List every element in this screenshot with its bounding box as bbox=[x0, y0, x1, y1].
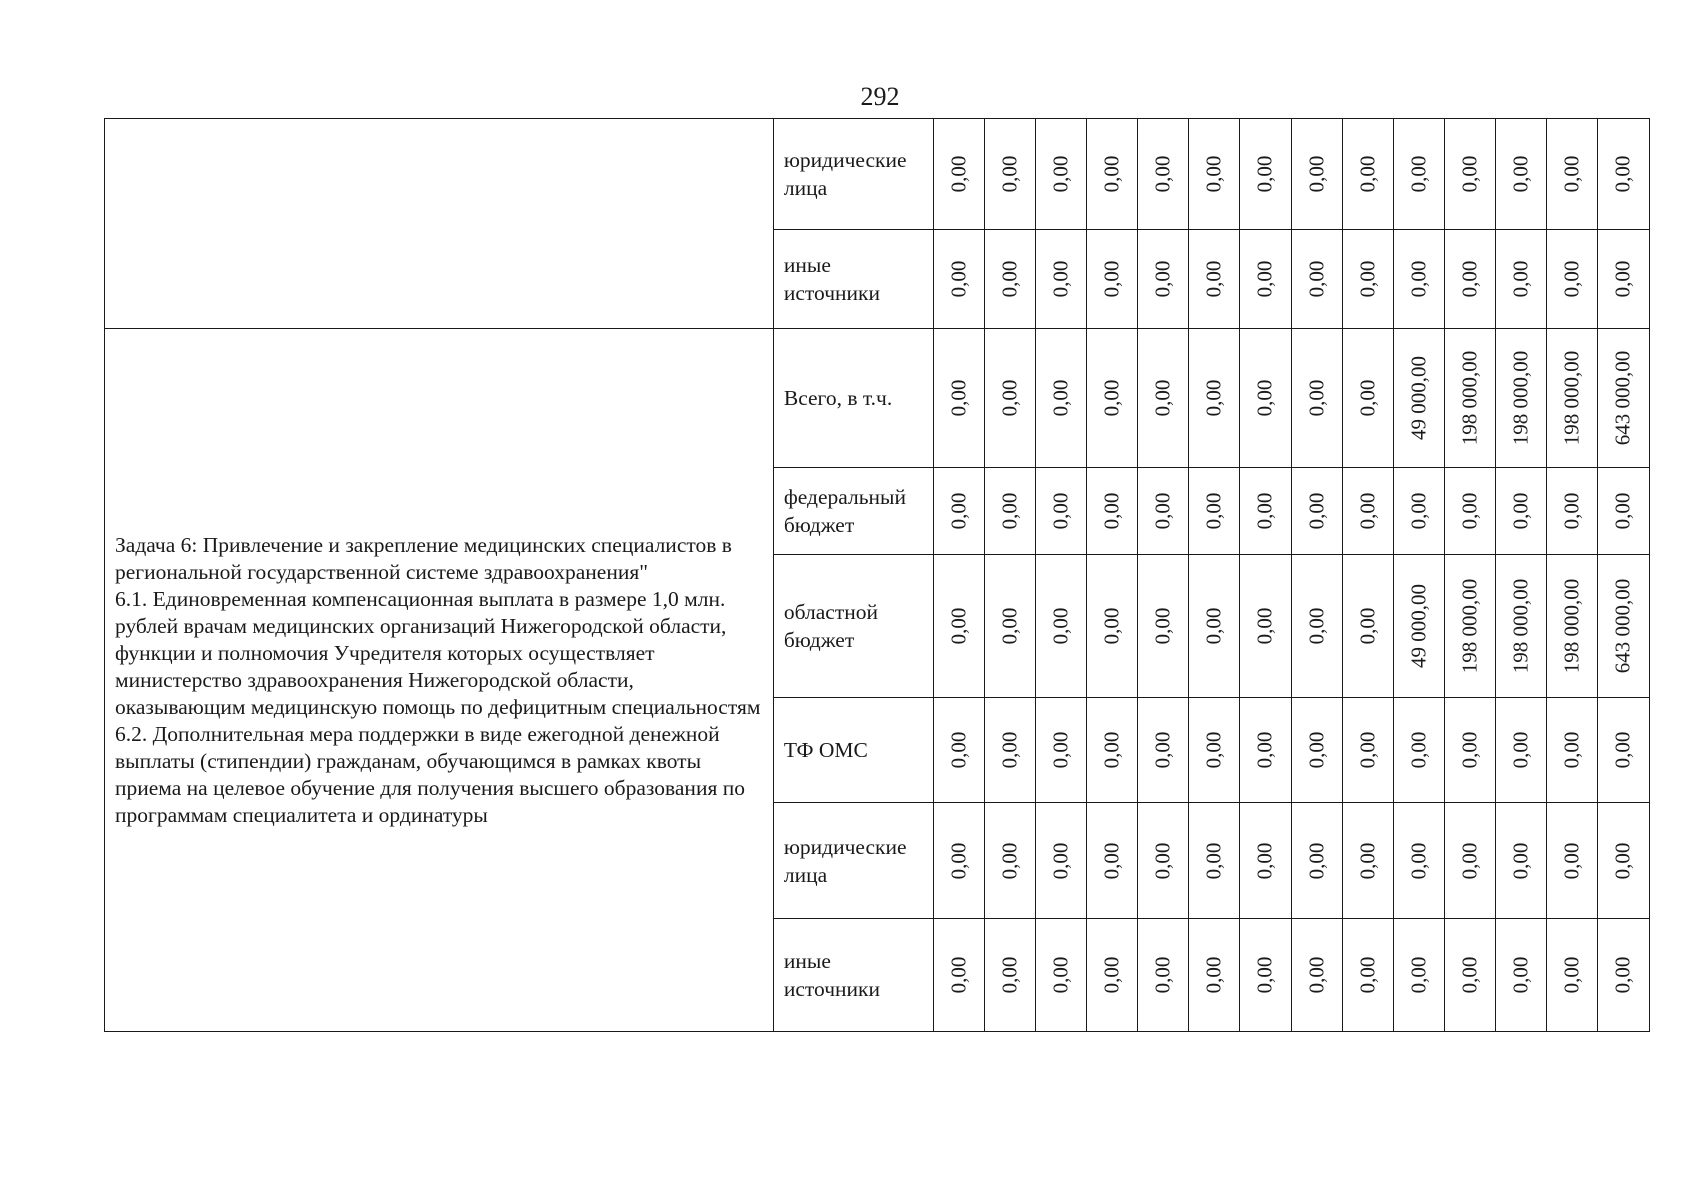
value-text: 0,00 bbox=[1355, 379, 1380, 417]
value-cell bbox=[1036, 329, 1087, 468]
value-cell bbox=[985, 698, 1036, 803]
value-cell bbox=[1393, 698, 1444, 803]
value-text: 0,00 bbox=[1508, 260, 1533, 298]
value-text: 0,00 bbox=[1252, 607, 1277, 645]
value-cell bbox=[1495, 230, 1546, 329]
value-cell bbox=[1393, 555, 1444, 698]
value-cell bbox=[1342, 919, 1393, 1032]
value-text: 0,00 bbox=[1559, 731, 1584, 769]
value-text: 0,00 bbox=[1048, 842, 1073, 879]
value-cell bbox=[934, 803, 985, 919]
value-text: 0,00 bbox=[1508, 731, 1533, 769]
table-row bbox=[105, 329, 1650, 468]
value-text: 0,00 bbox=[1304, 731, 1329, 769]
value-text: 0,00 bbox=[1355, 155, 1380, 193]
value-cell bbox=[1036, 230, 1087, 329]
value-text: 0,00 bbox=[1457, 956, 1482, 994]
value-text: 0,00 bbox=[1304, 607, 1329, 645]
value-cell bbox=[985, 329, 1036, 468]
value-text: 0,00 bbox=[997, 260, 1022, 298]
value-cell bbox=[1189, 119, 1240, 230]
value-text: 0,00 bbox=[1099, 379, 1124, 417]
value-text: 0,00 bbox=[1508, 155, 1533, 193]
value-text: 0,00 bbox=[1201, 155, 1226, 193]
value-cell bbox=[1240, 119, 1291, 230]
value-text: 0,00 bbox=[997, 155, 1022, 193]
value-text: 0,00 bbox=[1457, 260, 1482, 298]
value-text: 0,00 bbox=[1355, 492, 1380, 530]
value-cell bbox=[985, 119, 1036, 230]
value-cell bbox=[1393, 119, 1444, 230]
value-text: 0,00 bbox=[1457, 731, 1482, 769]
value-text: 643 000,00 bbox=[1610, 578, 1635, 674]
value-cell bbox=[985, 803, 1036, 919]
funding-source-label: иные источники bbox=[773, 230, 933, 329]
value-cell bbox=[1240, 329, 1291, 468]
value-text: 0,00 bbox=[1201, 492, 1226, 530]
task-paragraph: 6.1. Единовременная компенсационная выплата в размере 1,0 млн. рублей врачам медицинских организаций Нижегородской области, функции и полномочия Учредителя которых осуществляет министерство здравоохранения Нижегородской области, оказывающим медицинскую помощь по дефицитным специальностям bbox=[115, 586, 761, 719]
value-cell bbox=[1444, 803, 1495, 919]
value-text: 0,00 bbox=[1406, 492, 1431, 530]
value-cell bbox=[1087, 698, 1138, 803]
value-text: 0,00 bbox=[1355, 842, 1380, 879]
value-text: 0,00 bbox=[1201, 379, 1226, 417]
value-cell bbox=[1444, 468, 1495, 555]
value-text: 0,00 bbox=[1150, 492, 1175, 530]
value-text: 0,00 bbox=[1099, 260, 1124, 298]
value-text: 0,00 bbox=[1508, 842, 1533, 879]
value-text: 0,00 bbox=[946, 956, 971, 994]
value-cell bbox=[1189, 468, 1240, 555]
value-text: 0,00 bbox=[1048, 607, 1073, 645]
value-text: 0,00 bbox=[1048, 956, 1073, 994]
funding-source-label: областной бюджет bbox=[773, 555, 933, 698]
value-cell bbox=[1087, 919, 1138, 1032]
value-text: 0,00 bbox=[1304, 155, 1329, 193]
value-text: 0,00 bbox=[1610, 731, 1635, 769]
value-cell bbox=[1546, 555, 1597, 698]
value-text: 0,00 bbox=[1252, 379, 1277, 417]
task-paragraph: 6.2. Дополнительная мера поддержки в виде ежегодной денежной выплаты (стипендии) гражданам, обучающимся в рамках квоты приема на целевое обучение для получения высшего образования по программам специалитета и ординатуры bbox=[115, 721, 745, 827]
value-cell bbox=[1342, 329, 1393, 468]
value-cell bbox=[985, 919, 1036, 1032]
value-cell bbox=[1138, 803, 1189, 919]
value-cell bbox=[1444, 698, 1495, 803]
table-body bbox=[105, 119, 1650, 1032]
value-text: 0,00 bbox=[1610, 842, 1635, 879]
value-cell bbox=[1087, 555, 1138, 698]
value-text: 0,00 bbox=[997, 379, 1022, 417]
value-text: 0,00 bbox=[1406, 842, 1431, 879]
value-text: 0,00 bbox=[1610, 260, 1635, 298]
value-text: 0,00 bbox=[1508, 956, 1533, 994]
funding-source-label: иные источники bbox=[773, 919, 933, 1032]
value-text: 198 000,00 bbox=[1508, 578, 1533, 674]
value-text: 0,00 bbox=[1457, 842, 1482, 879]
value-cell bbox=[934, 329, 985, 468]
value-cell bbox=[1546, 803, 1597, 919]
value-text: 0,00 bbox=[946, 492, 971, 530]
funding-source-label: юридические лица bbox=[773, 119, 933, 230]
value-cell bbox=[1087, 803, 1138, 919]
value-cell bbox=[1138, 555, 1189, 698]
value-cell bbox=[1138, 919, 1189, 1032]
value-cell bbox=[1087, 468, 1138, 555]
value-text: 0,00 bbox=[946, 379, 971, 417]
value-text: 0,00 bbox=[1304, 956, 1329, 994]
value-cell bbox=[1393, 468, 1444, 555]
value-text: 0,00 bbox=[1099, 842, 1124, 879]
value-cell bbox=[1036, 468, 1087, 555]
value-cell bbox=[1036, 803, 1087, 919]
value-text: 0,00 bbox=[1099, 492, 1124, 530]
value-cell bbox=[1189, 803, 1240, 919]
value-text: 0,00 bbox=[1304, 492, 1329, 530]
value-text: 0,00 bbox=[1304, 379, 1329, 417]
value-cell bbox=[1240, 803, 1291, 919]
value-cell bbox=[1087, 119, 1138, 230]
value-text: 0,00 bbox=[997, 956, 1022, 994]
funding-source-label: ТФ ОМС bbox=[773, 698, 933, 803]
value-text: 0,00 bbox=[1150, 956, 1175, 994]
value-cell bbox=[1291, 329, 1342, 468]
value-cell bbox=[1597, 919, 1649, 1032]
value-cell bbox=[1546, 468, 1597, 555]
value-cell bbox=[1036, 698, 1087, 803]
value-text: 0,00 bbox=[1355, 731, 1380, 769]
table-row bbox=[105, 119, 1650, 230]
value-text: 0,00 bbox=[1201, 956, 1226, 994]
value-text: 198 000,00 bbox=[1457, 350, 1482, 446]
value-cell bbox=[1087, 329, 1138, 468]
funding-source-label: федеральный бюджет bbox=[773, 468, 933, 555]
value-cell bbox=[985, 230, 1036, 329]
value-cell bbox=[1036, 555, 1087, 698]
value-cell bbox=[1291, 119, 1342, 230]
value-text: 0,00 bbox=[946, 842, 971, 879]
value-text: 0,00 bbox=[1559, 956, 1584, 994]
value-cell bbox=[1189, 919, 1240, 1032]
value-text: 0,00 bbox=[1355, 260, 1380, 298]
value-text: 0,00 bbox=[1201, 842, 1226, 879]
value-text: 0,00 bbox=[1304, 842, 1329, 879]
value-text: 0,00 bbox=[1355, 956, 1380, 994]
budget-table bbox=[104, 118, 1650, 1032]
value-cell bbox=[1597, 329, 1649, 468]
value-cell bbox=[1189, 230, 1240, 329]
value-text: 0,00 bbox=[1201, 731, 1226, 769]
value-text: 0,00 bbox=[1201, 260, 1226, 298]
value-text: 0,00 bbox=[997, 731, 1022, 769]
value-cell bbox=[985, 555, 1036, 698]
value-cell bbox=[1546, 119, 1597, 230]
value-text: 198 000,00 bbox=[1559, 350, 1584, 446]
value-text: 0,00 bbox=[1559, 842, 1584, 879]
value-text: 0,00 bbox=[1610, 492, 1635, 530]
value-text: 0,00 bbox=[1099, 155, 1124, 193]
value-cell bbox=[1291, 698, 1342, 803]
value-cell bbox=[1444, 230, 1495, 329]
value-text: 0,00 bbox=[1457, 155, 1482, 193]
value-text: 0,00 bbox=[1610, 155, 1635, 193]
value-text: 0,00 bbox=[1048, 155, 1073, 193]
value-text: 49 000,00 bbox=[1406, 584, 1431, 668]
value-text: 198 000,00 bbox=[1457, 578, 1482, 674]
value-cell bbox=[1342, 698, 1393, 803]
value-cell bbox=[1291, 555, 1342, 698]
value-cell bbox=[1036, 119, 1087, 230]
value-text: 0,00 bbox=[1150, 842, 1175, 879]
value-text: 0,00 bbox=[1048, 492, 1073, 530]
value-text: 0,00 bbox=[997, 607, 1022, 645]
value-text: 0,00 bbox=[1610, 956, 1635, 994]
value-cell bbox=[1291, 803, 1342, 919]
value-text: 198 000,00 bbox=[1559, 578, 1584, 674]
value-cell bbox=[1138, 329, 1189, 468]
value-text: 0,00 bbox=[1406, 956, 1431, 994]
value-cell bbox=[1597, 230, 1649, 329]
value-text: 198 000,00 bbox=[1508, 350, 1533, 446]
value-cell bbox=[934, 698, 985, 803]
value-cell bbox=[1291, 468, 1342, 555]
value-cell bbox=[1291, 919, 1342, 1032]
value-text: 0,00 bbox=[1099, 956, 1124, 994]
value-cell bbox=[1444, 919, 1495, 1032]
value-text: 0,00 bbox=[1559, 155, 1584, 193]
value-text: 0,00 bbox=[1559, 260, 1584, 298]
page-number: 292 bbox=[860, 82, 900, 111]
value-cell bbox=[1393, 919, 1444, 1032]
value-cell bbox=[1597, 119, 1649, 230]
value-cell bbox=[1240, 698, 1291, 803]
task-description-cell bbox=[105, 329, 774, 1032]
value-cell bbox=[1495, 119, 1546, 230]
value-cell bbox=[1495, 329, 1546, 468]
value-cell bbox=[934, 119, 985, 230]
value-cell bbox=[1495, 803, 1546, 919]
value-cell bbox=[1495, 698, 1546, 803]
value-text: 0,00 bbox=[1252, 731, 1277, 769]
value-cell bbox=[934, 230, 985, 329]
previous-task-cell bbox=[105, 119, 774, 329]
value-cell bbox=[1342, 119, 1393, 230]
value-cell bbox=[1597, 555, 1649, 698]
value-text: 0,00 bbox=[1048, 379, 1073, 417]
value-text: 0,00 bbox=[1252, 155, 1277, 193]
task-paragraph: Задача 6: Привлечение и закрепление медицинских специалистов в региональной государственной системе здравоохранения" bbox=[115, 532, 732, 584]
value-cell bbox=[1036, 919, 1087, 1032]
value-cell bbox=[1597, 698, 1649, 803]
value-cell bbox=[934, 919, 985, 1032]
value-cell bbox=[985, 468, 1036, 555]
value-cell bbox=[1189, 698, 1240, 803]
value-cell bbox=[1546, 230, 1597, 329]
value-cell bbox=[1189, 555, 1240, 698]
funding-source-label: юридические лица bbox=[773, 803, 933, 919]
value-text: 0,00 bbox=[1150, 155, 1175, 193]
value-text: 0,00 bbox=[1150, 260, 1175, 298]
value-cell bbox=[1393, 329, 1444, 468]
value-cell bbox=[1546, 329, 1597, 468]
value-text: 0,00 bbox=[1252, 842, 1277, 879]
value-text: 0,00 bbox=[946, 260, 971, 298]
value-text: 0,00 bbox=[997, 842, 1022, 879]
value-text: 643 000,00 bbox=[1610, 350, 1635, 446]
value-text: 0,00 bbox=[1559, 492, 1584, 530]
value-text: 0,00 bbox=[1406, 731, 1431, 769]
value-cell bbox=[1393, 803, 1444, 919]
value-cell bbox=[1546, 919, 1597, 1032]
value-cell bbox=[1546, 698, 1597, 803]
value-cell bbox=[934, 468, 985, 555]
value-text: 0,00 bbox=[1099, 731, 1124, 769]
value-text: 0,00 bbox=[1150, 379, 1175, 417]
value-text: 0,00 bbox=[1201, 607, 1226, 645]
value-cell bbox=[1495, 555, 1546, 698]
value-cell bbox=[1342, 803, 1393, 919]
value-text: 0,00 bbox=[1355, 607, 1380, 645]
value-text: 0,00 bbox=[1406, 260, 1431, 298]
value-text: 0,00 bbox=[1099, 607, 1124, 645]
value-text: 0,00 bbox=[1406, 155, 1431, 193]
value-cell bbox=[1342, 468, 1393, 555]
value-text: 0,00 bbox=[1304, 260, 1329, 298]
value-cell bbox=[1240, 230, 1291, 329]
value-text: 0,00 bbox=[1252, 492, 1277, 530]
value-cell bbox=[1393, 230, 1444, 329]
value-text: 0,00 bbox=[946, 731, 971, 769]
value-cell bbox=[934, 555, 985, 698]
value-cell bbox=[1291, 230, 1342, 329]
value-text: 0,00 bbox=[946, 607, 971, 645]
value-cell bbox=[1495, 468, 1546, 555]
value-text: 0,00 bbox=[997, 492, 1022, 530]
value-text: 0,00 bbox=[1048, 260, 1073, 298]
value-text: 0,00 bbox=[1150, 731, 1175, 769]
value-cell bbox=[1444, 119, 1495, 230]
value-cell bbox=[1444, 555, 1495, 698]
value-cell bbox=[1495, 919, 1546, 1032]
value-cell bbox=[1138, 698, 1189, 803]
value-cell bbox=[1597, 468, 1649, 555]
value-text: 0,00 bbox=[1457, 492, 1482, 530]
value-cell bbox=[1444, 329, 1495, 468]
value-cell bbox=[1138, 119, 1189, 230]
value-cell bbox=[1189, 329, 1240, 468]
value-text: 0,00 bbox=[1508, 492, 1533, 530]
value-text: 0,00 bbox=[1150, 607, 1175, 645]
value-cell bbox=[1342, 230, 1393, 329]
value-text: 0,00 bbox=[1252, 956, 1277, 994]
value-cell bbox=[1138, 468, 1189, 555]
value-text: 0,00 bbox=[946, 155, 971, 193]
value-text: 0,00 bbox=[1252, 260, 1277, 298]
value-cell bbox=[1240, 555, 1291, 698]
value-text: 0,00 bbox=[1048, 731, 1073, 769]
value-text: 49 000,00 bbox=[1406, 356, 1431, 440]
funding-source-label: Всего, в т.ч. bbox=[773, 329, 933, 468]
value-cell bbox=[1597, 803, 1649, 919]
value-cell bbox=[1087, 230, 1138, 329]
value-cell bbox=[1240, 919, 1291, 1032]
value-cell bbox=[1138, 230, 1189, 329]
value-cell bbox=[1240, 468, 1291, 555]
value-cell bbox=[1342, 555, 1393, 698]
